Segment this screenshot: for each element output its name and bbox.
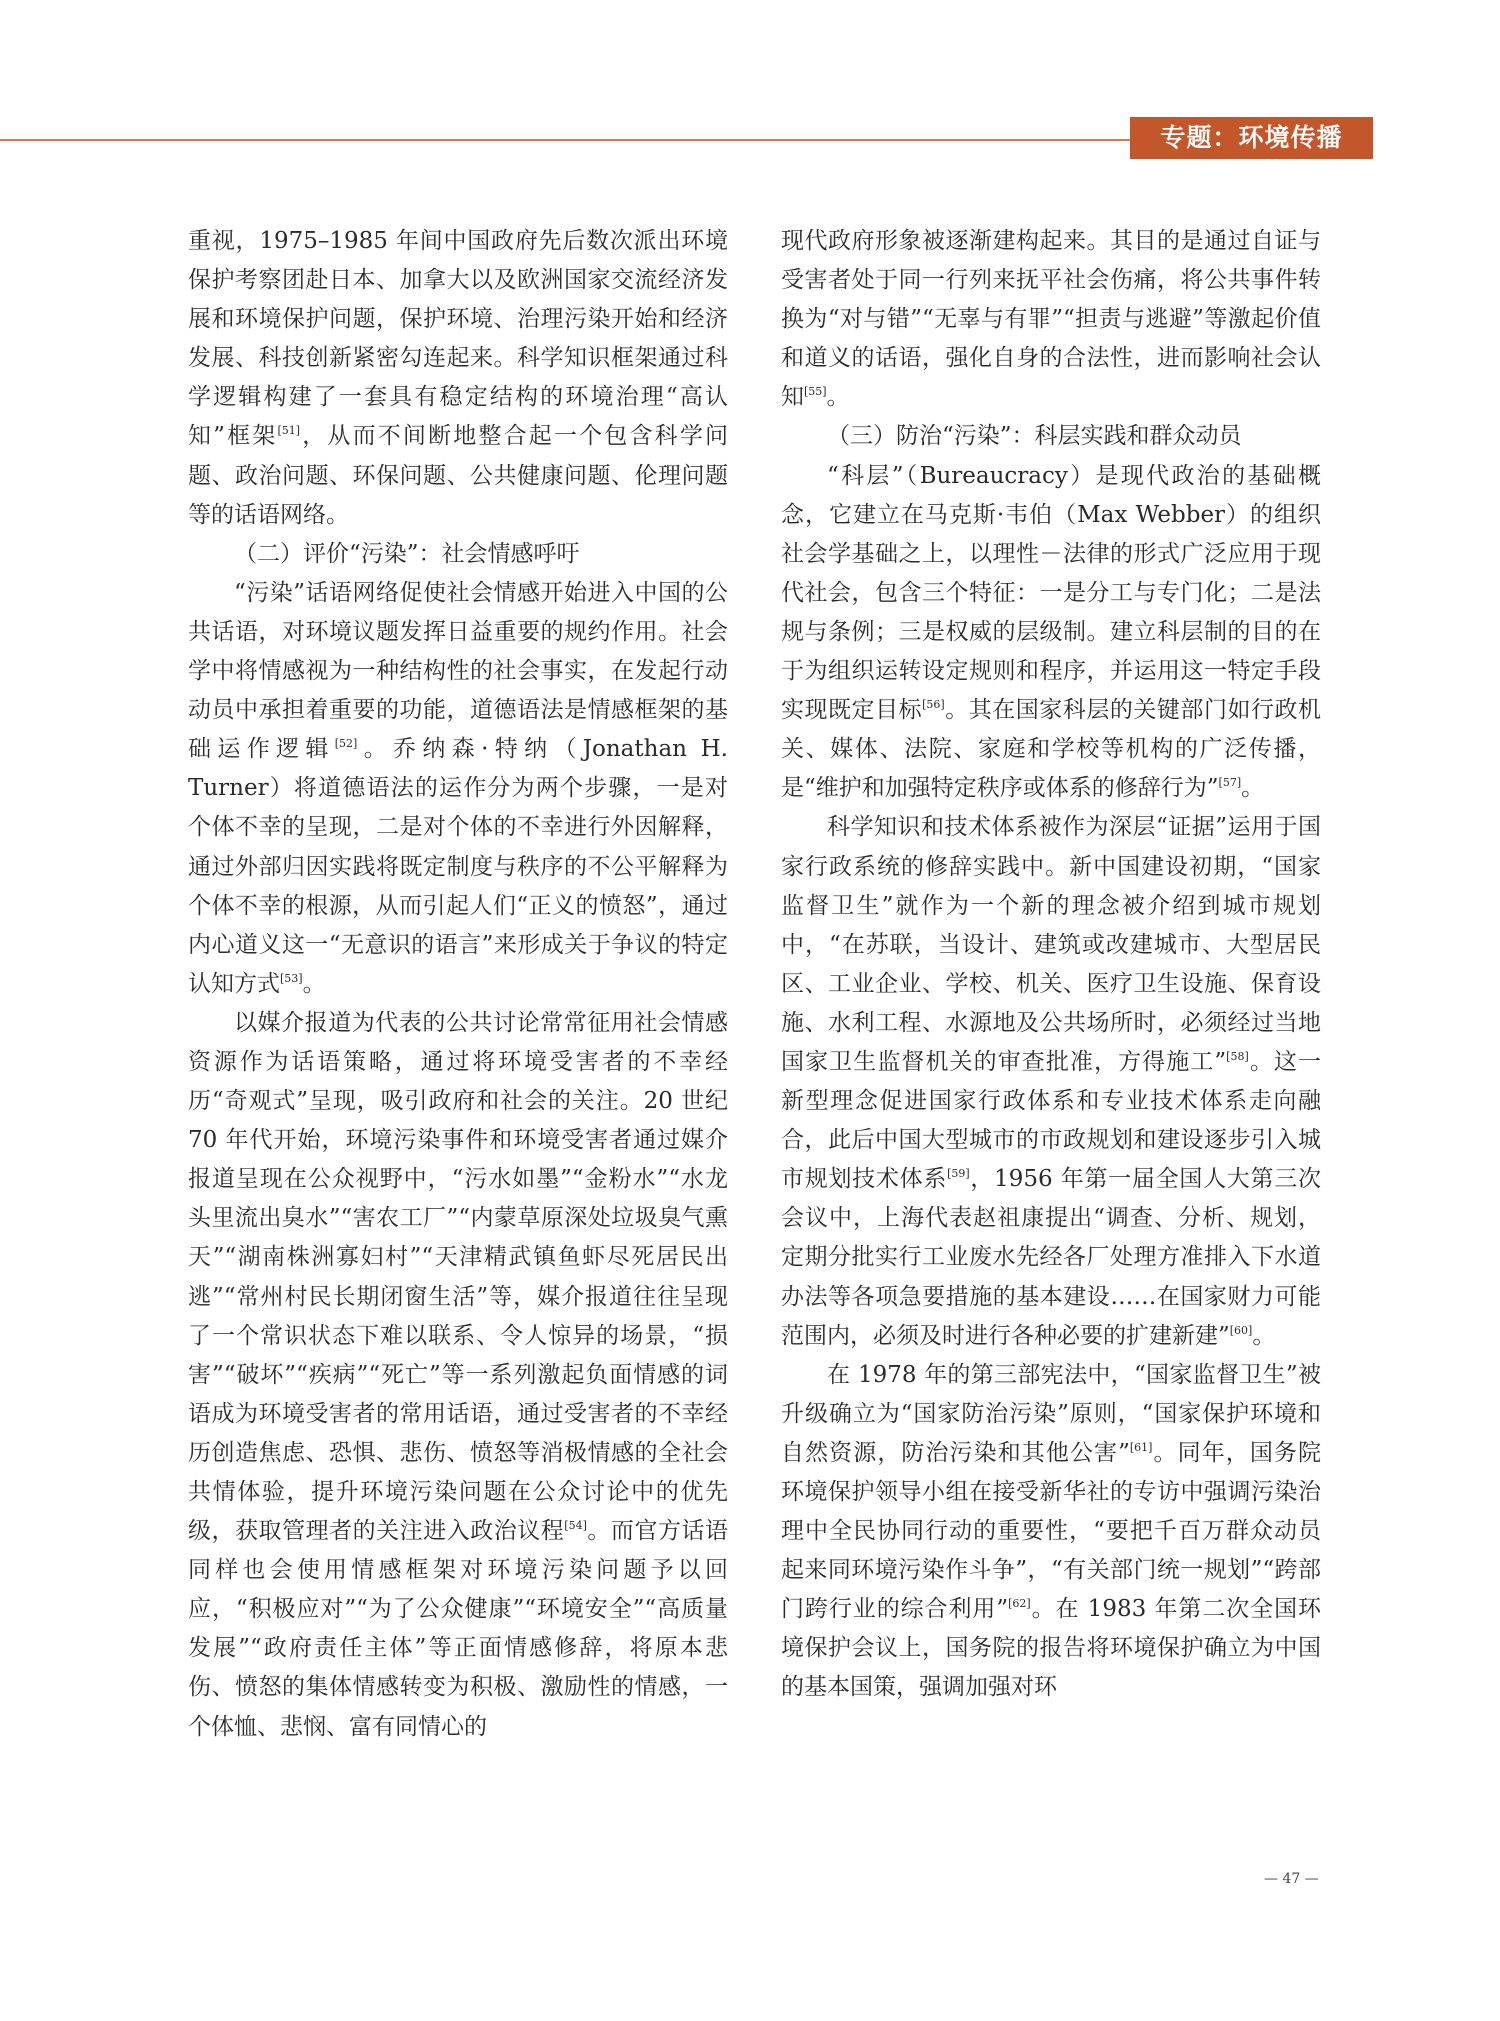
paragraph-text: ，从而不间断地整合起一个包含科学问题、政治问题、环保问题、公共健康问题、伦理问题等的话语网络。 xyxy=(188,423,728,528)
citation-ref: [56] xyxy=(922,698,945,712)
body-paragraph xyxy=(188,574,728,1004)
paragraph-text: 。 xyxy=(302,970,326,997)
citation-ref: [53] xyxy=(280,971,303,985)
paragraph-text: 。同年，国务院环境保护领导小组在接受新华社的专访中强调污染治理中全民协同行动的重要性，“要把千百万群众动员起来同环境污染作斗争”，“有关部门统一规划”“跨部门跨行业的综合利用” xyxy=(781,1439,1321,1623)
page-number: — 47 — xyxy=(1264,1871,1319,1887)
paragraph-text: 。这一新型理念促进国家行政体系和专业技术体系走向融合，此后中国大型城市的市政规划和建设逐步引入城市规划技术体系 xyxy=(781,1048,1321,1193)
paragraph-text: 。 xyxy=(1241,775,1265,802)
header-rule xyxy=(0,139,1130,141)
citation-ref: [58] xyxy=(1226,1049,1249,1063)
citation-ref: [59] xyxy=(947,1167,970,1181)
citation-ref: [55] xyxy=(804,385,827,399)
paragraph-text: 。 xyxy=(826,384,850,411)
paragraph-text: 现代政府形象被逐渐建构起来。其目的是通过自证与受害者处于同一行列来抚平社会伤痛，将公共事件转换为“对与错”“无辜与有罪”“担责与逃避”等激起价值和道义的话语，强化自身的合法性，进而影响社会认知 xyxy=(781,228,1321,411)
body-paragraph xyxy=(781,808,1321,1355)
citation-ref: [57] xyxy=(1218,776,1242,790)
citation-ref: [61] xyxy=(1129,1440,1153,1454)
paragraph-text: ，1956 年第一届全国人大第三次会议中，上海代表赵祖康提出“调查、分析、规划，定期分批实行工业废水先经各厂处理方准排入下水道办法等各项急要措施的基本建设……在国家财力可能范围内，必须及时进行各种必要的扩建新建” xyxy=(781,1166,1321,1349)
paragraph-text: 。而官方话语同样也会使用情感框架对环境污染问题予以回应，“积极应对”“为了公众健康”“环境安全”“高质量发展”“政府责任主体”等正面情感修辞，将原本悲伤、愤怒的集体情感转变为积极、激励性的情感，一个体恤、悲悯、富有同情心的 xyxy=(188,1518,729,1740)
paragraph-text: 。乔纳森·特纳（Jonathan H. Turner）将道德语法的运作分为两个步骤，一是对个体不幸的呈现，二是对个体的不幸进行外因解释，通过外部归因实践将既定制度与秩序的不公平解释为个体不幸的根源，从而引起人们“正义的愤怒”，通过内心道义这一“无意识的语言”来形成关于争议的特定认知方式 xyxy=(188,736,728,997)
body-paragraph xyxy=(781,457,1321,809)
paragraph-text: 科学知识和技术体系被作为深层“证据”运用于国家行政系统的修辞实践中。新中国建设初期，“国家监督卫生”就作为一个新的理念被介绍到城市规划中，“在苏联，当设计、建筑或改建城市、大型居民区、工业企业、学校、机关、医疗卫生设施、保育设施、水利工程、水源地及公共场所时，必须经过当地国家卫生监督机关的审查批准，方得施工” xyxy=(781,814,1321,1075)
paragraph-text: 重视，1975–1985 年间中国政府先后数次派出环境保护考察团赴日本、加拿大以及欧洲国家交流经济发展和环境保护问题，保护环境、治理污染开始和经济发展、科技创新紧密勾连起来。科学知识框架通过科学逻辑构建了一套具有稳定结构的环境治理“高认知”框架 xyxy=(188,228,728,450)
paragraph-text: （二）评价“污染”：社会情感呼吁 xyxy=(234,540,580,567)
citation-ref: [52] xyxy=(334,737,358,751)
paragraph-text: 。其在国家科层的关键部门如行政机关、媒体、法院、家庭和学校等机构的广泛传播，是“维护和加强特定秩序或体系的修辞行为” xyxy=(781,697,1322,802)
body-paragraph xyxy=(781,1356,1321,1708)
body-paragraph xyxy=(188,1004,728,1747)
citation-ref: [54] xyxy=(564,1519,587,1533)
citation-ref: [60] xyxy=(1229,1323,1253,1337)
citation-ref: [62] xyxy=(1008,1597,1031,1611)
body-paragraph xyxy=(781,222,1321,417)
paragraph-text: “科层”（Bureaucracy）是现代政治的基础概念，它建立在马克斯·韦伯（Max Webber）的组织社会学基础之上，以理性－法律的形式广泛应用于现代社会，包含三个特征：一是分工与专门化；二是法规与条例；三是权威的层级制。建立科层制的目的在于为组织运转设定规则和程序，并运用这一特定手段实现既定目标 xyxy=(781,462,1321,724)
paragraph-text: 在 1978 年的第三部宪法中，“国家监督卫生”被升级确立为“国家防治污染”原则，“国家保护环境和自然资源，防治污染和其他公害” xyxy=(781,1361,1321,1466)
section-heading xyxy=(188,535,728,574)
paragraph-text: 。在 1983 年第二次全国环境保护会议上，国务院的报告将环境保护确立为中国的基本国策，强调加强对环 xyxy=(781,1596,1321,1701)
section-heading xyxy=(781,417,1321,456)
left-column xyxy=(188,222,728,1747)
body-paragraph xyxy=(188,222,728,535)
paragraph-text: （三）防治“污染”：科层实践和群众动员 xyxy=(827,423,1242,450)
right-column xyxy=(781,222,1321,1708)
paragraph-text: “污染”话语网络促使社会情感开始进入中国的公共话语，对环境议题发挥日益重要的规约作用。社会学中将情感视为一种结构性的社会事实，在发起行动动员中承担着重要的功能，道德语法是情感框架的基础运作逻辑 xyxy=(188,579,728,763)
citation-ref: [51] xyxy=(277,424,301,438)
section-tag: 专题：环境传播 xyxy=(1130,117,1373,159)
paragraph-text: 。 xyxy=(1252,1322,1276,1349)
paragraph-text: 以媒介报道为代表的公共讨论常常征用社会情感资源作为话语策略，通过将环境受害者的不幸经历“奇观式”呈现，吸引政府和社会的关注。20 世纪 70 年代开始，环境污染事件和环境受害者通过媒介报道呈现在公众视野中，“污水如墨”“金粉水”“水龙头里流出臭水”“害农工厂”“内蒙草原深处垃圾臭气熏天”“湖南株洲寡妇村”“天津精武镇鱼虾尽死居民出逃”“常州村民长期闭窗生活”等，媒介报道往往呈现了一个常识状态下难以联系、令人惊异的场景，“损害”“破坏”“疾病”“死亡”等一系列激起负面情感的词语成为环境受害者的常用话语，通过受害者的不幸经历创造焦虑、恐惧、悲伤、愤怒等消极情感的全社会共情体验，提升环境污染问题在公众讨论中的优先级，获取管理者的关注进入政治议程 xyxy=(188,1009,728,1545)
